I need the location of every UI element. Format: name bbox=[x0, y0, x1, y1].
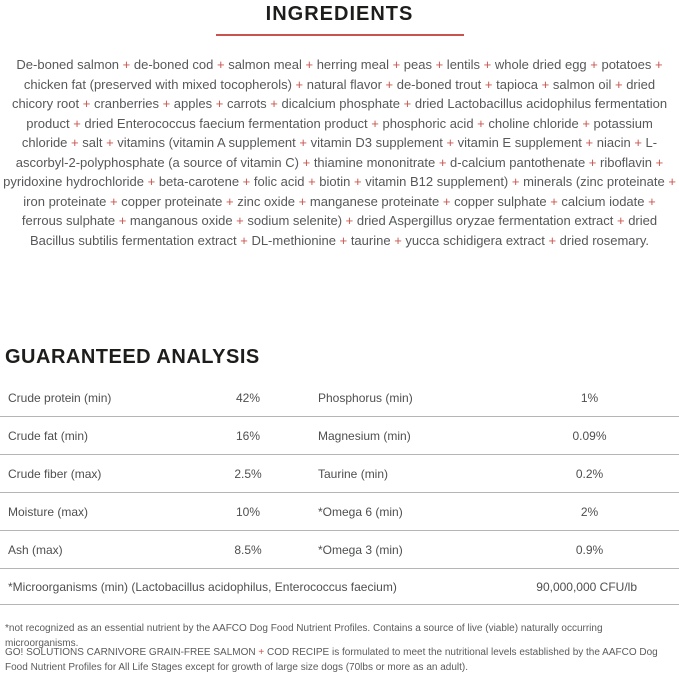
plus-separator: + bbox=[299, 135, 307, 150]
guaranteed-analysis-table bbox=[0, 379, 679, 605]
plus-separator: + bbox=[71, 135, 79, 150]
plus-separator: + bbox=[590, 57, 598, 72]
analysis-row-crude-fat bbox=[0, 417, 679, 455]
ingredients-section-title: INGREDIENTS bbox=[265, 3, 414, 25]
analysis-left-label: Crude fiber (max) bbox=[8, 466, 102, 481]
plus-separator: + bbox=[258, 647, 265, 658]
guaranteed-analysis-title: GUARANTEED ANALYSIS bbox=[5, 346, 260, 368]
analysis-right-value: 0.09% bbox=[572, 428, 607, 443]
plus-separator: + bbox=[634, 135, 642, 150]
plus-separator: + bbox=[371, 115, 379, 131]
analysis-right-label: Magnesium (min) bbox=[318, 428, 411, 443]
plus-separator: + bbox=[82, 96, 91, 111]
analysis-right-label: Phosphorus (min) bbox=[318, 390, 413, 405]
plus-separator: + bbox=[106, 135, 114, 150]
plus-separator: + bbox=[615, 76, 623, 92]
plus-separator: + bbox=[438, 154, 447, 170]
plus-separator: + bbox=[215, 96, 224, 111]
plus-separator: + bbox=[240, 232, 248, 248]
plus-separator: + bbox=[162, 96, 171, 111]
plus-separator: + bbox=[385, 76, 394, 92]
analysis-right-label: Taurine (min) bbox=[318, 466, 389, 481]
plus-separator: + bbox=[588, 154, 597, 170]
ingredients-list-text: De-boned salmon + de-boned cod + salmon meal + herring meal + peas + lentils + whole dried egg + potatoes + chicken fat (preserved with mixed tocopherols) + natural flavor + de-boned trout + tapioca + salmon oil + dried chicory root + cranberries + apples + carrots + dicalcium phosphate + dried Lactobacillus acidophilus fermentation product + dried Enterococcus faecium fermentation product + phosphoric acid + choline chloride + potassium chloride + salt + vitamins (vitamin A supplement + vitamin D3 supplement + vitamin E supplement + niacin + L-ascorbyl-2-polyphosphate (a source of vitamin C) + thiamine mononitrate + d-calcium pantothenate + riboflavin + pyridoxine hydrochloride + beta-carotene + folic acid + biotin + vitamin B12 supplement) + minerals (zinc proteinate + iron proteinate + copper proteinate + zinc oxide + manganese proteinate + copper sulphate + calcium iodate + ferrous sulphate + manganous oxide + sodium selenite) + dried Aspergillus oryzae fermentation extract + dried Bacillus subtilis fermentation extract + DL-methionine + taurine + yucca schidigera extract + dried rosemary. bbox=[3, 57, 676, 248]
plus-separator: + bbox=[118, 213, 127, 228]
plus-separator: + bbox=[122, 57, 131, 72]
plus-separator: + bbox=[585, 135, 594, 150]
analysis-left-value: 42% bbox=[235, 390, 261, 405]
plus-separator: + bbox=[295, 76, 304, 92]
aafco-footnote: GO! SOLUTIONS CARNIVORE GRAIN-FREE SALMON + COD RECIPE is formulated to meet the nutritional levels established by the AAFCO Dog Food Nutrient Profiles for All Life Stages except for growth of large size dogs (70lbs or more as an adult). bbox=[5, 647, 658, 673]
plus-separator: + bbox=[655, 154, 664, 170]
microorganisms-label: *Microorganisms (min) (Lactobacillus acidophilus, Enterococcus faecium) bbox=[8, 579, 397, 594]
plus-separator: + bbox=[541, 76, 550, 92]
analysis-right-value: 0.9% bbox=[575, 542, 604, 557]
plus-separator: + bbox=[392, 57, 401, 72]
plus-separator: + bbox=[302, 154, 311, 170]
plus-separator: + bbox=[477, 115, 485, 131]
plus-separator: + bbox=[550, 193, 558, 209]
plus-separator: + bbox=[216, 57, 225, 72]
plus-separator: + bbox=[582, 115, 590, 131]
analysis-left-value: 10% bbox=[235, 504, 261, 519]
plus-separator: + bbox=[435, 57, 444, 72]
plus-separator: + bbox=[446, 135, 455, 150]
plus-separator: + bbox=[483, 57, 492, 72]
analysis-row-microorganisms bbox=[0, 569, 679, 605]
analysis-left-label: Crude protein (min) bbox=[8, 390, 112, 405]
plus-separator: + bbox=[308, 174, 316, 189]
analysis-row-ash bbox=[0, 531, 679, 569]
analysis-left-value: 2.5% bbox=[234, 466, 262, 481]
analysis-right-label: *Omega 3 (min) bbox=[318, 542, 403, 557]
plus-separator: + bbox=[442, 193, 451, 209]
plus-separator: + bbox=[242, 174, 251, 189]
plus-separator: + bbox=[339, 232, 348, 248]
red-underline-divider bbox=[216, 34, 464, 36]
plus-separator: + bbox=[648, 193, 656, 209]
analysis-left-value: 8.5% bbox=[234, 542, 262, 557]
analysis-right-value: 0.2% bbox=[575, 466, 604, 481]
plus-separator: + bbox=[236, 213, 244, 228]
plus-separator: + bbox=[617, 213, 625, 228]
analysis-right-value: 2% bbox=[580, 504, 599, 519]
plus-separator: + bbox=[73, 115, 81, 131]
analysis-left-label: Ash (max) bbox=[8, 542, 63, 557]
plus-separator: + bbox=[305, 57, 314, 72]
plus-separator: + bbox=[226, 193, 234, 209]
analysis-row-crude-fiber bbox=[0, 455, 679, 493]
analysis-left-label: Moisture (max) bbox=[8, 504, 89, 519]
plus-separator: + bbox=[654, 57, 663, 72]
analysis-left-label: Crude fat (min) bbox=[8, 428, 89, 443]
analysis-left-value: 16% bbox=[235, 428, 261, 443]
plus-separator: + bbox=[484, 76, 493, 92]
plus-separator: + bbox=[394, 232, 402, 248]
plus-separator: + bbox=[110, 193, 118, 209]
plus-separator: + bbox=[511, 174, 520, 189]
plus-separator: + bbox=[298, 193, 307, 209]
plus-separator: + bbox=[147, 174, 156, 189]
analysis-right-value: 1% bbox=[580, 390, 599, 405]
plus-separator: + bbox=[403, 96, 412, 111]
analysis-row-crude-protein bbox=[0, 379, 679, 417]
plus-separator: + bbox=[353, 174, 362, 189]
plus-separator: + bbox=[270, 96, 278, 111]
analysis-row-moisture bbox=[0, 493, 679, 531]
nutrient-footnote: *not recognized as an essential nutrient by the AAFCO Dog Food Nutrient Profiles. Contains a source of live (viable) naturally occurring microorganisms. bbox=[5, 623, 603, 649]
microorganisms-value: 90,000,000 CFU/lb bbox=[536, 579, 637, 594]
plus-separator: + bbox=[548, 232, 557, 248]
analysis-right-label: *Omega 6 (min) bbox=[318, 504, 403, 519]
plus-separator: + bbox=[345, 213, 354, 228]
plus-separator: + bbox=[668, 174, 676, 189]
